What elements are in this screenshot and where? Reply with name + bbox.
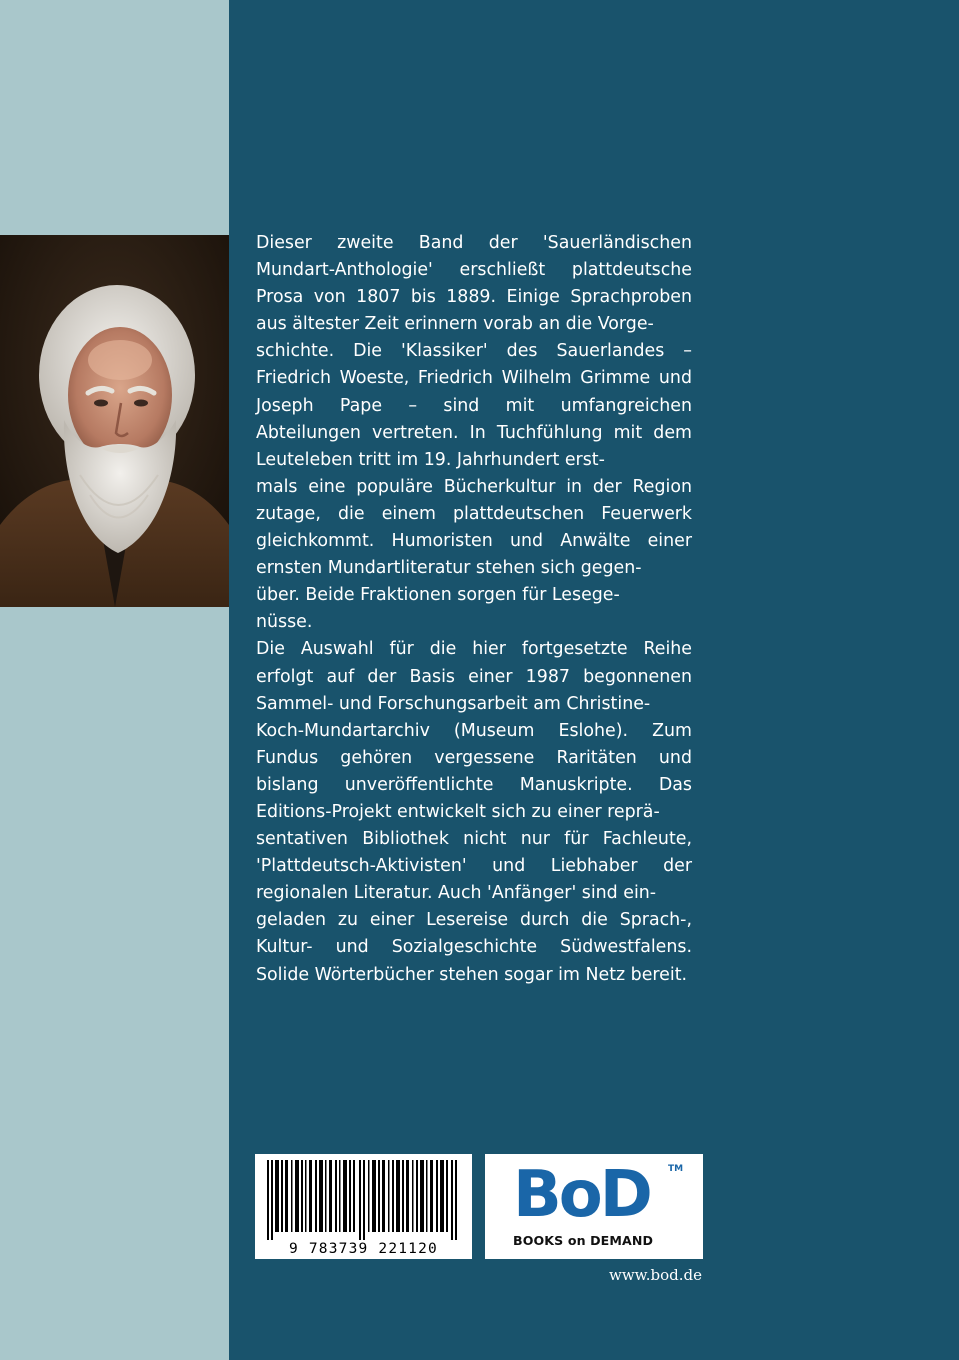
left-color-strip bbox=[0, 0, 229, 1360]
publisher-tagline: BOOKS on DEMAND bbox=[513, 1233, 654, 1248]
author-portrait bbox=[0, 235, 229, 607]
blurb-paragraph-1: Dieser zweite Band der 'Sauerländischen Mundart-Anthologie' erschließt plattdeutsche Prosa von 1807 bis 1889. Einige Sprachproben aus ältester Zeit erinnern vorab an die Vorge- schichte. Die 'Klassiker' des Sauerlandes – Friedrich Woeste, Friedrich Wilhelm Grimme und Joseph Pape – sind mit umfangreichen Abteilungen vertreten. In Tuchfühlung mit dem Leuteleben tritt im 19. Jahrhundert erst- mals eine populäre Bücherkultur in der Region zutage, die einem plattdeutschen Feuerwerk gleichkommt. Humoristen und Anwälte einer ernsten Mundartliteratur stehen sich gegen- über. Beide Fraktionen sorgen für Lesege- nüsse. bbox=[256, 233, 692, 633]
publisher-logo-box bbox=[485, 1154, 703, 1259]
bod-logo: BoD bbox=[513, 1158, 650, 1232]
blurb-paragraph-2: Die Auswahl für die hier fortgesetzte Reihe erfolgt auf der Basis einer 1987 begonnenen Sammel- und Forschungsarbeit am Christine- Koch-Mundartarchiv (Museum Eslohe). Zum Fundus gehören vergessene Raritäten und bislang unveröffentlichte Manuskripte. Das Editions-Projekt entwickelt sich zu einer reprä- sentativen Bibliothek nicht nur für Fachleute, 'Plattdeutsch-Aktivisten' und Liebhaber der regionalen Literatur. Auch 'Anfänger' sind ein- geladen zu einer Lesereise durch die Sprach-, Kultur- und Sozialgeschichte Südwestfalens. Solide Wörterbücher stehen sogar im Netz bereit. bbox=[256, 639, 692, 985]
back-cover-blurb bbox=[256, 230, 692, 989]
publisher-website: www.bod.de bbox=[609, 1266, 702, 1284]
isbn-digits: 9 783739 221120 bbox=[289, 1241, 438, 1257]
isbn-barcode bbox=[255, 1154, 472, 1259]
trademark-mark: TM bbox=[668, 1164, 684, 1174]
barcode-bars bbox=[255, 1154, 472, 1242]
